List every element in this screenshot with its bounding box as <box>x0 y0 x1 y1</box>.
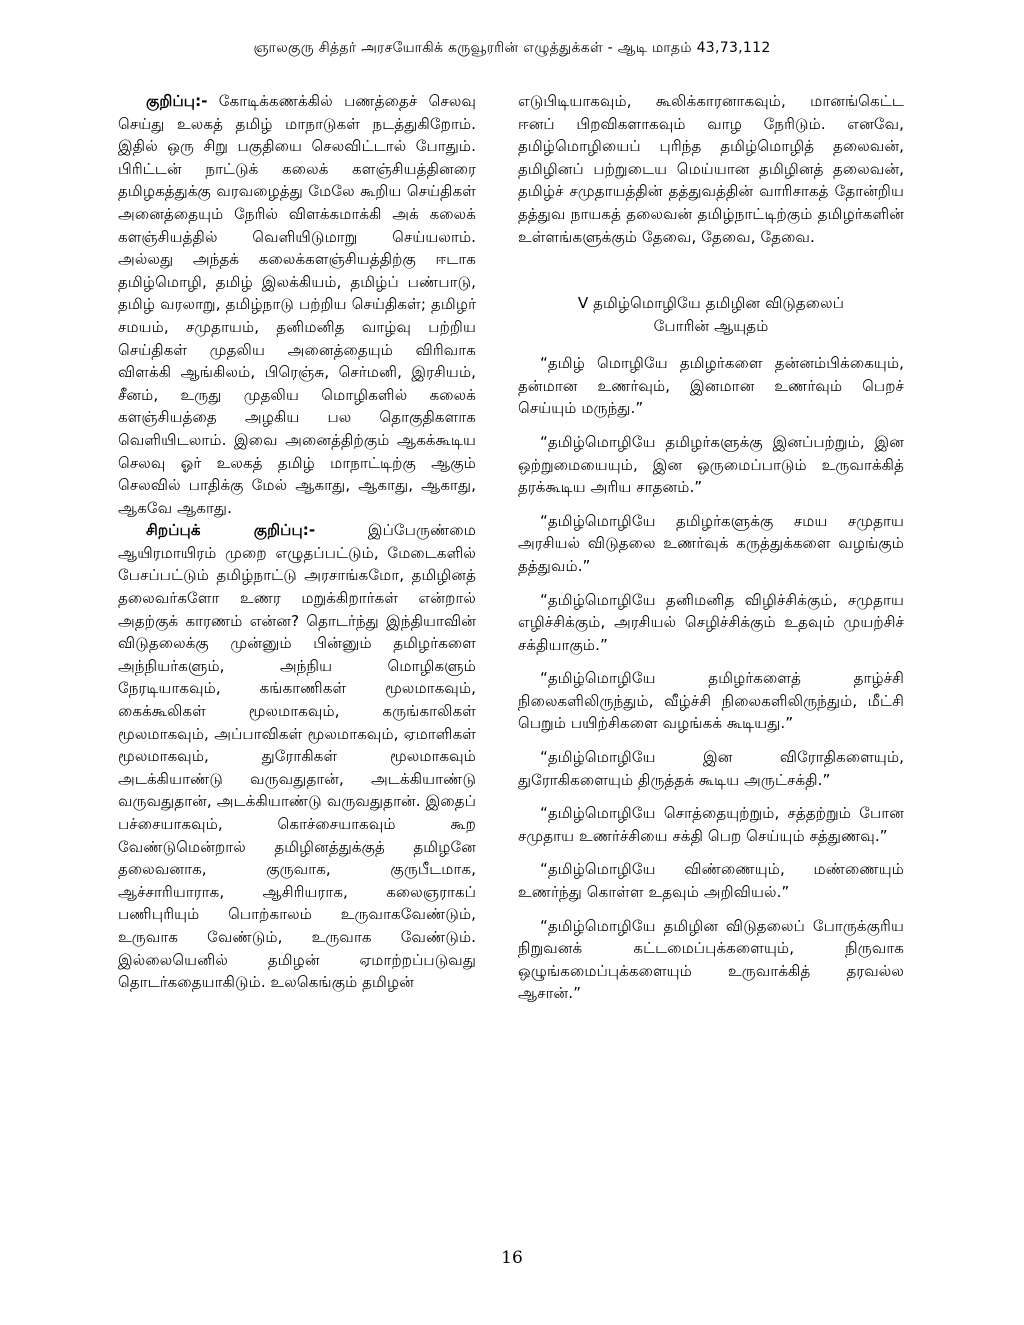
quote-paragraph: “தமிழ்மொழியே சொத்தையுற்றும், சத்தற்றும் போன சமுதாய உணர்ச்சியை சக்தி பெற செய்யும் சத்துணவு.” <box>518 804 904 845</box>
running-header: ஞாலகுரு சித்தர் அரசயோகிக் கருவூரரின் எழுத்துக்கள் - ஆடி மாதம் 43,73,112 <box>253 40 771 56</box>
note-text: கோடிக்கணக்கில் பணத்தைச் செலவு செய்து உலகத் தமிழ் மாநாடுகள் நடத்துகிறோம். இதில் ஒரு சிறு பகுதியை செலவிட்டால் போதும். பிரிட்டன் நாட்டுக் கலைக் களஞ்சியத்தினரை தமிழகத்துக்கு வரவழைத்து மேலே கூறிய செய்திகள் அனைத்தையும் நேரில் விளக்கமாக்கி அக் கலைக் களஞ்சியத்தில் வெளியிடுமாறு செய்யலாம். அல்லது அந்தக் கலைக்களஞ்சியத்திற்கு ஈடாக தமிழ்மொழி, தமிழ் இலக்கியம், தமிழ்ப் பண்பாடு, தமிழ் வரலாறு, தமிழ்நாடு பற்றிய செய்திகள்; தமிழர் சமயம், சமுதாயம், தனிமனித வாழ்வு பற்றிய செய்திகள் முதலிய அனைத்தையும் விரிவாக விளக்கி ஆங்கிலம், பிரெஞ்சு, செர்மனி, இரசியம், சீனம், உருது முதலிய மொழிகளில் கலைக் களஞ்சியத்தை அழகிய பல தொகுதிகளாக வெளியிடலாம். இவை அனைத்திற்கும் ஆகக்கூடிய செலவு ஓர் உலகத் தமிழ் மாநாட்டிற்கு ஆகும் செலவில் பாதிக்கு மேல் ஆகாது, ஆகாது, ஆகாது, ஆகவே ஆகாது. <box>118 92 477 517</box>
page-number: 16 <box>501 1248 523 1268</box>
quote-paragraph: “தமிழ்மொழியே தமிழர்களுக்கு சமய சமுதாய அரசியல் விடுதலை உணர்வுக் கருத்துக்களை வழங்கும் தத்துவம்.” <box>518 511 904 575</box>
quote-paragraph: “தமிழ்மொழியே தமிழர்களைத் தாழ்ச்சி நிலைகளிலிருந்தும், வீழ்ச்சி நிலைகளிலிருந்தும், மீட்சி பெறும் பயிற்சிகளை வழங்கக் கூடியது.” <box>518 669 904 733</box>
quote-paragraph: “தமிழ்மொழியே இன விரோதிகளையும், துரோகிகளையும் திருத்தக் கூடிய அருட்சக்தி.” <box>518 748 904 789</box>
quote-paragraph: “தமிழ்மொழியே தனிமனித விழிச்சிக்கும், சமுதாய எழிச்சிக்கும், அரசியல் செழிச்சிக்கும் உதவும் முயற்சிச் சக்தியாகும்.” <box>518 590 904 654</box>
section-heading-line-1: V தமிழ்மொழியே தமிழின விடுதலைப் <box>577 294 845 313</box>
section-heading-line-2: போரின் ஆயுதம் <box>653 317 769 336</box>
left-column <box>118 90 476 994</box>
special-note-text: இப்பேருண்மை ஆயிரமாயிரம் முறை எழுதப்பட்டும், மேடைகளில் பேசப்பட்டும் தமிழ்நாட்டு அரசாங்கமோ, தமிழினத் தலைவர்களோ உணர மறுக்கிறார்கள் என்றால் அதற்குக் காரணம் என்ன? தொடர்ந்து இந்தியாவின் விடுதலைக்கு முன்னும் பின்னும் தமிழர்களை அந்நியர்களும், அந்நிய மொழிகளும் நேரடியாகவும், கங்காணிகள் மூலமாகவும், கைக்கூலிகள் மூலமாகவும், கருங்காலிகள் மூலமாகவும், அப்பாவிகள் மூலமாகவும், ஏமாளிகள் மூலமாகவும், துரோகிகள் மூலமாகவும் அடக்கியாண்டு வருவதுதான், அடக்கியாண்டு வருவதுதான், அடக்கியாண்டு வருவதுதான். இதைப் பச்சையாகவும், கொச்சையாகவும் கூற வேண்டுமென்றால் தமிழினத்துக்குத் தமிழனே தலைவனாக, குருவாக, குருபீடமாக, ஆச்சாரியாராக, ஆசிரியராக, கலைஞராகப் பணிபுரியும் பொற்காலம் உருவாகவேண்டும், உருவாக வேண்டும், உருவாக வேண்டும். இல்லையெனில் தமிழன் ஏமாற்றப்படுவது தொடர்கதையாகிடும். உலகெங்கும் தமிழன் <box>118 521 476 992</box>
quote-paragraph: “தமிழ்மொழியே விண்ணையும், மண்ணையும் உணர்ந்து கொள்ள உதவும் அறிவியல்.” <box>518 860 904 902</box>
special-note-paragraph <box>118 519 476 993</box>
right-column <box>518 90 904 1016</box>
quote-paragraph: “தமிழ்மொழியே தமிழின விடுதலைப் போருக்குரிய நிறுவனக் கட்டமைப்புக்களையும், நிருவாக ஒழுங்கமைப்புக்களையும் உருவாக்கித் தரவல்ல ஆசான்.” <box>518 916 904 1003</box>
quote-paragraph: “தமிழ்மொழியே தமிழர்களுக்கு இனப்பற்றும், இன ஒற்றுமையையும், இன ஒருமைப்பாடும் உருவாக்கித் தரக்கூடிய அரிய சாதனம்.” <box>518 432 904 497</box>
note-paragraph <box>118 90 476 519</box>
section-heading <box>518 292 904 338</box>
special-note-label: சிறப்புக் குறிப்பு:- <box>146 521 316 540</box>
quote-paragraph: “தமிழ் மொழியே தமிழர்களை தன்னம்பிக்கையும், தன்மான உணர்வும், இனமான உணர்வும் பெறச் செய்யும் மருந்து.” <box>518 354 904 418</box>
note-label: குறிப்பு:- <box>146 92 208 110</box>
continuation-paragraph: எடுபிடியாகவும், கூலிக்காரனாகவும், மானங்கெட்ட ஈனப் பிறவிகளாகவும் வாழ நேரிடும். எனவே, தமிழ்மொழியைப் புரிந்த தமிழ்மொழித் தலைவன், தமிழினப் பற்றுடைய மெய்யான தமிழினத் தலைவன், தமிழ்ச் சமுதாயத்தின் தத்துவத்தின் வாரிசாகத் தோன்றிய தத்துவ நாயகத் தலைவன் தமிழ்நாட்டிற்கும் தமிழர்களின் உள்ளங்களுக்கும் தேவை, தேவை, தேவை. <box>518 92 904 246</box>
